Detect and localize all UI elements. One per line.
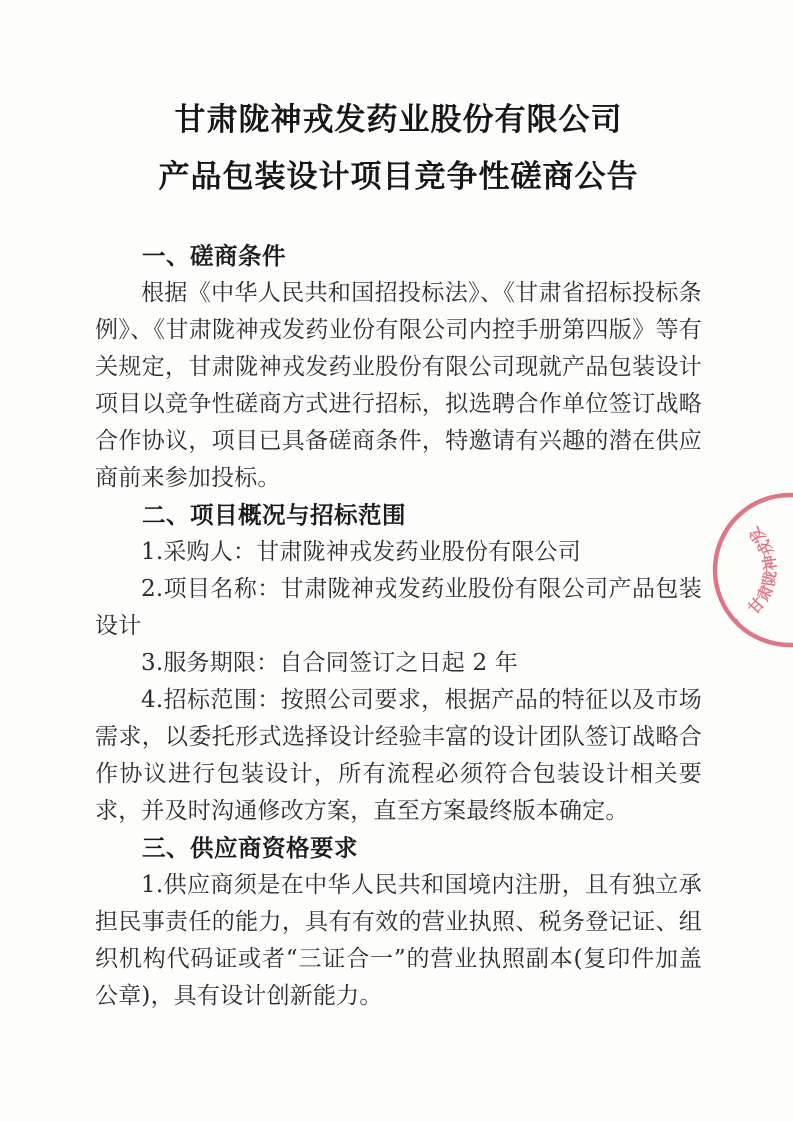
document-title-line-1: 甘肃陇神戎发药业股份有限公司 [174,102,623,138]
paragraph: 根据《中华人民共和国招投标法》、《甘肃省招标投标条例》、《甘肃陇神戎发药业份有限公司内控手册第四版》等有关规定，甘肃陇神戎发药业股份有限公司现就产品包装设计项目以竞争性磋商方式进行招标，拟选聘合作单位签订战略合作协议，项目已具备磋商条件，特邀请有兴趣的潜在供应商前来参加投标。 [95,280,702,491]
paragraph: 1.供应商须是在中华人民共和国境内注册，且有独立承担民事责任的能力，具有有效的营业执照、税务登记证、组织机构代码证或者“三证合一”的营业执照副本(复印件加盖公章)，具有设计创新能力。 [95,872,702,1009]
section-supplier-qualifications [95,830,702,1015]
section-heading: 二、项目概况与招标范围 [142,502,406,528]
seal-rim [715,495,793,645]
section-heading: 三、供应商资格要求 [142,835,358,861]
seal-arc-text: 甘肃陇神戎发 [743,522,781,618]
document-text [95,238,702,1015]
section-negotiation-conditions [95,238,702,497]
paragraph: 3.服务期限：自合同签订之日起 2 年 [141,650,518,676]
paragraph: 2.项目名称：甘肃陇神戎发药业股份有限公司产品包装设计 [95,576,702,639]
document-body [95,92,702,1015]
paragraph: 4.招标范围：按照公司要求，根据产品的特征以及市场需求，以委托形式选择设计经验丰富的设计团队签订战略合作协议进行包装设计，所有流程必须符合包装设计相关要求，并及时沟通修改方案，直至方案最终版本确定。 [95,687,702,824]
company-seal-stamp [703,485,793,655]
paragraph: 1.采购人：甘肃陇神戎发药业股份有限公司 [141,539,581,565]
section-project-overview [95,497,702,830]
document-title-line-2: 产品包装设计项目竞争性磋商公告 [158,159,639,195]
document-title [95,92,702,206]
seal-arc-text-container [744,522,780,618]
seal-ink-dot [734,619,738,623]
section-heading: 一、磋商条件 [142,243,286,269]
